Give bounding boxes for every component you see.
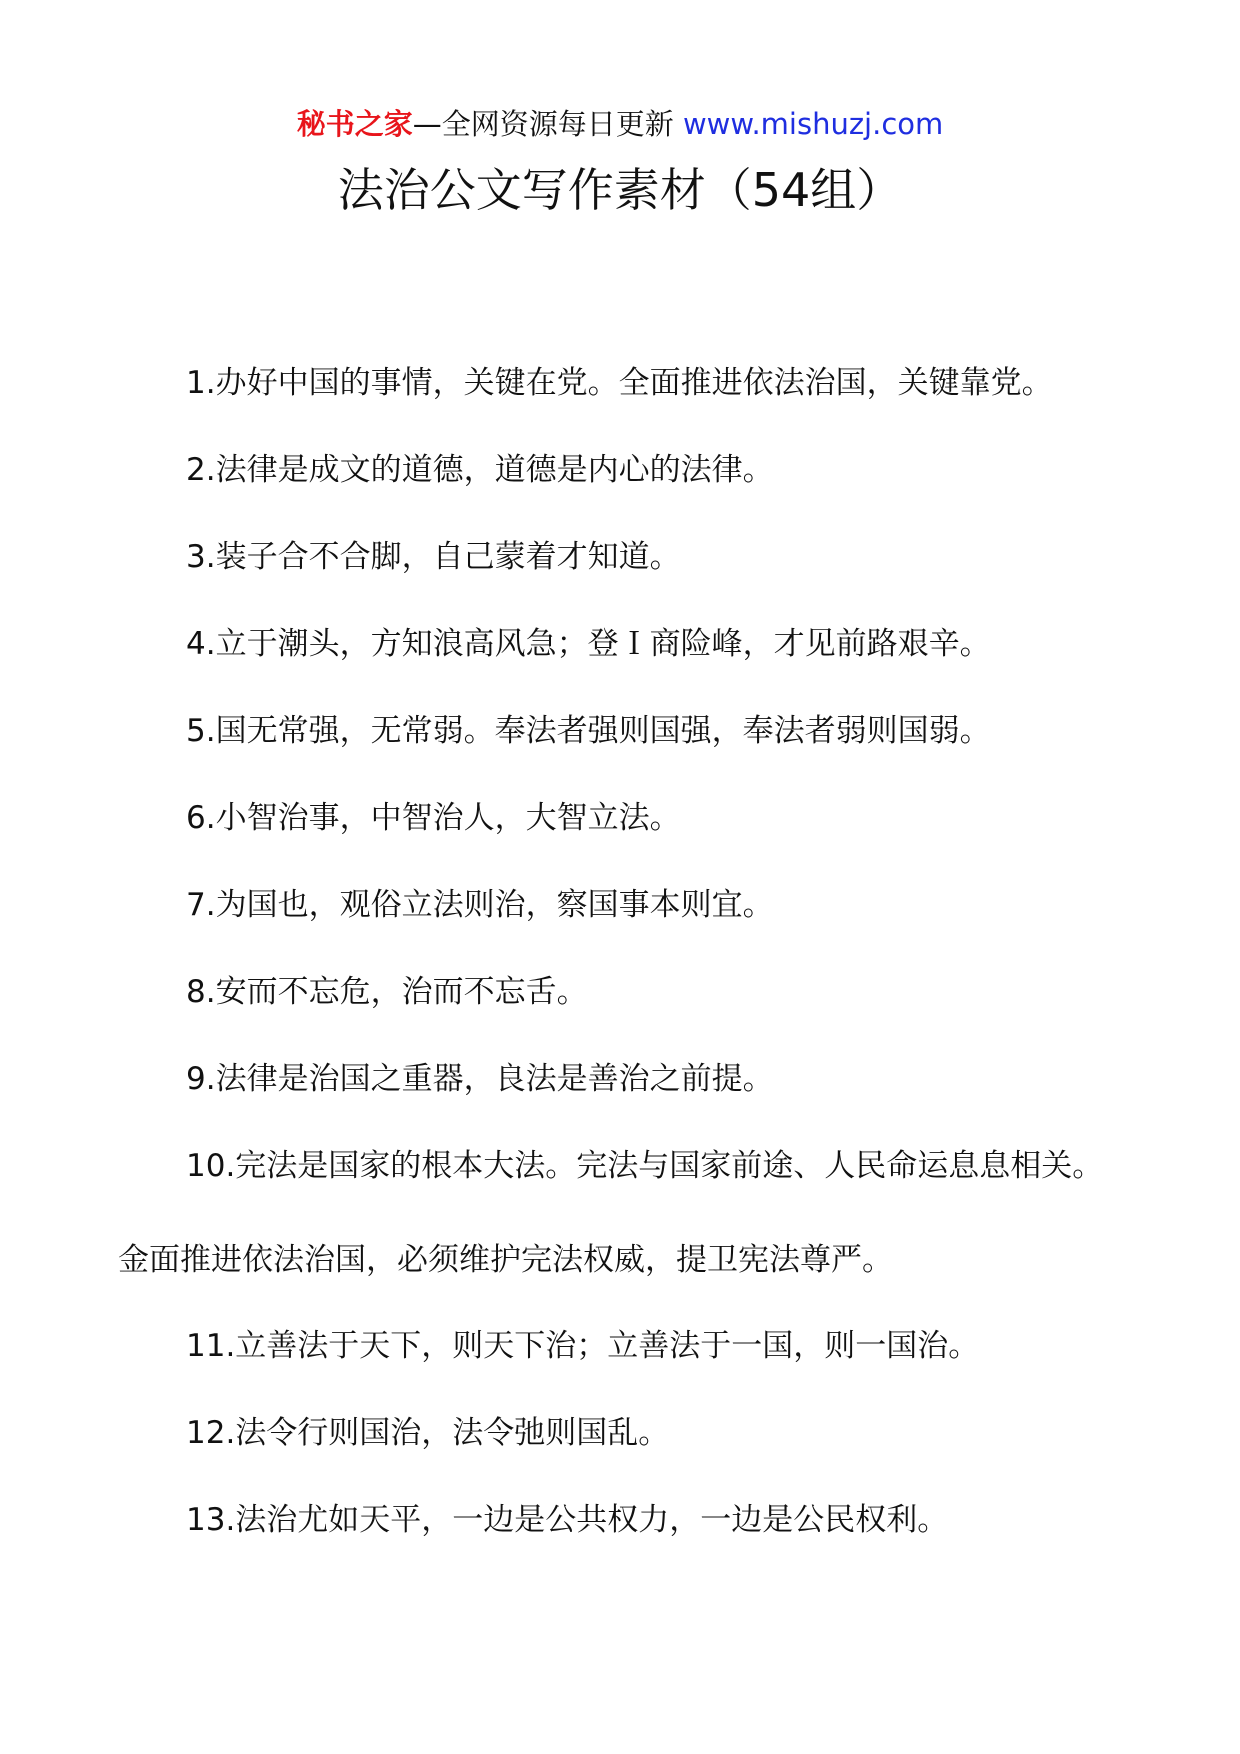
- paragraph: 6.小智治事，中智治人，大智立法。: [186, 800, 681, 836]
- brand-name: 秘书之家: [296, 107, 413, 141]
- site-header: [0, 104, 1240, 144]
- paragraph: 5.国无常强，无常弱。奉法者强则国强，奉法者弱则国弱。: [186, 713, 991, 749]
- site-url-link[interactable]: www.mishuzj.com: [682, 107, 944, 141]
- paragraph: 10.完法是国家的根本大法。完法与国家前途、人民命运息息相关。金面推进依法治国，必须维护完法权威，提卫宪法尊严。: [118, 1148, 1104, 1278]
- document-body: [118, 340, 1128, 1564]
- paragraph: 13.法治尤如天平，一边是公共权力，一边是公民权利。: [186, 1502, 949, 1538]
- document-title: 法治公文写作素材（54组）: [337, 163, 903, 217]
- paragraph: 4.立于潮头，方知浪高风急；登Ｉ商险峰，才见前路艰辛。: [186, 626, 991, 662]
- paragraph: 7.为国也，观俗立法则治，察国事本则宜。: [186, 887, 774, 923]
- paragraph: 1.办好中国的事情，关键在党。全面推进依法治国，关键靠党。: [186, 365, 1053, 401]
- paragraph: 8.安而不忘危，治而不忘舌。: [186, 974, 588, 1010]
- paragraph: 3.装子合不合脚，自己蒙着才知道。: [186, 539, 681, 575]
- paragraph: 9.法律是治国之重器，良法是善治之前提。: [186, 1061, 774, 1097]
- paragraph: 11.立善法于天下，则天下治；立善法于一国，则一国治。: [186, 1328, 980, 1364]
- paragraph: 12.法令行则国治，法令弛则国乱。: [186, 1415, 670, 1451]
- header-slogan: —全网资源每日更新: [412, 107, 683, 141]
- paragraph: 2.法律是成文的道德，道德是内心的法律。: [186, 452, 774, 488]
